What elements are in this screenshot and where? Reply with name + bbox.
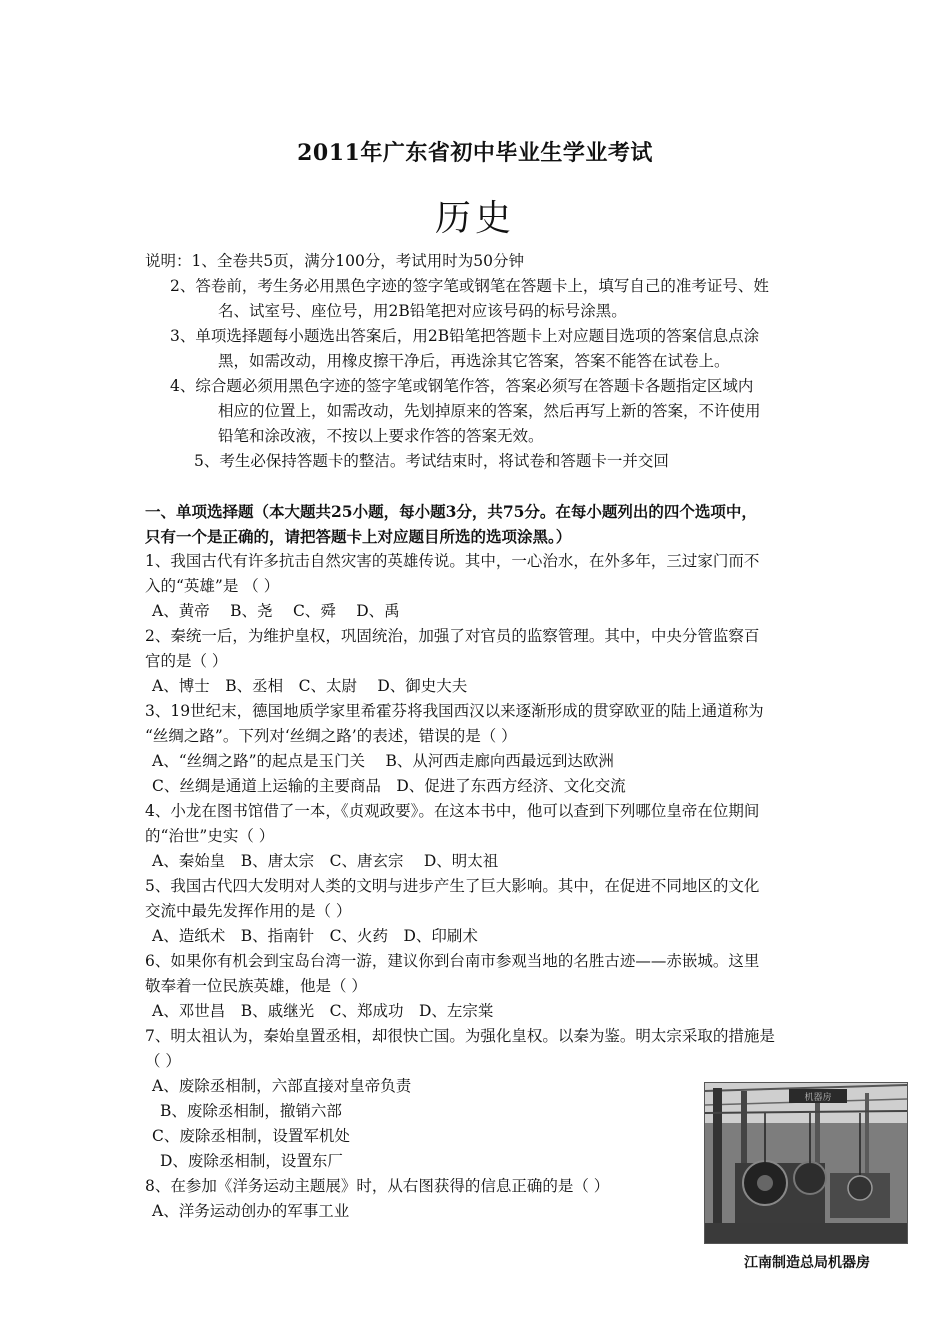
instruction-line: 4、综合题必须用黑色字迹的签字笔或钢笔作答，答案必须写在答题卡各题指定区域内 bbox=[170, 377, 754, 395]
question-text: 敬奉着一位民族英雄，他是（ ） bbox=[145, 977, 367, 995]
exam-title: 2011年广东省初中毕业生学业考试 bbox=[297, 140, 653, 166]
sign-board-text: 机器房 bbox=[804, 1093, 832, 1103]
subject-title: 历史 bbox=[434, 198, 515, 239]
question-options: A、“丝绸之路”的起点是玉门关 B、从河西走廊向西最远到达欧洲 bbox=[152, 752, 614, 770]
question-options: A、造纸术 B、指南针 C、火药 D、印刷术 bbox=[152, 927, 478, 945]
instruction-line: 2、答卷前，考生务必用黑色字迹的签字笔或钢笔在答题卡上，填写自己的准考证号、姓 bbox=[170, 277, 769, 295]
question-options: A、博士 B、丞相 C、太尉 D、御史大夫 bbox=[152, 677, 468, 695]
question-text: 入的“英雄”是 （ ） bbox=[145, 577, 280, 595]
instruction-line: 铅笔和涂改液，不按以上要求作答的答案无效。 bbox=[218, 427, 544, 445]
question-text: 交流中最先发挥作用的是（ ） bbox=[145, 902, 352, 920]
question-text: 8、在参加《洋务运动主题展》时，从右图获得的信息正确的是（ ） bbox=[145, 1177, 610, 1195]
instruction-line: 相应的位置上，如需改动，先划掉原来的答案，然后再写上新的答案，不许使用 bbox=[218, 402, 761, 420]
instruction-line: 黑，如需改动，用橡皮擦干净后，再选涂其它答案，答案不能答在试卷上。 bbox=[218, 352, 730, 370]
question-option: B、废除丞相制，撤销六部 bbox=[160, 1102, 342, 1120]
question-options: C、丝绸是通道上运输的主要商品 D、促进了东西方经济、文化交流 bbox=[152, 777, 626, 795]
question-text: 2、秦统一后，为维护皇权，巩固统治，加强了对官员的监察管理。其中，中央分管监察百 bbox=[145, 627, 760, 645]
question-option: C、废除丞相制，设置军机处 bbox=[152, 1127, 350, 1145]
instruction-line: 3、单项选择题每小题选出答案后，用2B铅笔把答题卡上对应题目选项的答案信息点涂 bbox=[170, 327, 760, 345]
section-heading: 只有一个是正确的，请把答题卡上对应题目所选的选项涂黑。） bbox=[145, 527, 572, 546]
question-text: 7、明太祖认为，秦始皇置丞相，却很快亡国。为强化皇权。以秦为鉴。明太宗采取的措施是 bbox=[145, 1027, 775, 1045]
question-text: 5、我国古代四大发明对人类的文明与进步产生了巨大影响。其中，在促进不同地区的文化 bbox=[145, 877, 760, 895]
question-options: A、邓世昌 B、戚继光 C、郑成功 D、左宗棠 bbox=[152, 1002, 494, 1020]
question-text: 6、如果你有机会到宝岛台湾一游，建议你到台南市参观当地的名胜古迹——赤嵌城。这里 bbox=[145, 952, 760, 970]
question-text: 的“治世”史实（ ） bbox=[145, 827, 275, 845]
question-options: A、黄帝 B、尧 C、舜 D、禹 bbox=[152, 602, 400, 620]
question-option: A、废除丞相制，六部直接对皇帝负责 bbox=[152, 1077, 412, 1095]
section-heading: 一、单项选择题（本大题共25小题，每小题3分，共75分。在每小题列出的四个选项中， bbox=[145, 502, 757, 521]
question-text: （ ） bbox=[145, 1052, 181, 1070]
question-option: D、废除丞相制，设置东厂 bbox=[160, 1152, 343, 1170]
instruction-line: 5、考生必保持答题卡的整洁。考试结束时，将试卷和答题卡一并交回 bbox=[194, 452, 669, 470]
question-text: 官的是（ ） bbox=[145, 652, 228, 670]
question-option: A、洋务运动创办的军事工业 bbox=[152, 1202, 350, 1220]
instruction-line: 说明：1、全卷共5页，满分100分，考试用时为50分钟 bbox=[145, 252, 525, 270]
photo-caption: 江南制造总局机器房 bbox=[744, 1255, 870, 1271]
question-text: “丝绸之路”。下列对‘丝绸之路’的表述，错误的是（ ） bbox=[145, 727, 517, 745]
question-text: 1、我国古代有许多抗击自然灾害的英雄传说。其中，一心治水，在外多年，三过家门而不 bbox=[145, 552, 760, 570]
question-text: 4、小龙在图书馆借了一本，《贞观政要》。在这本书中，他可以查到下列哪位皇帝在位期间 bbox=[145, 802, 760, 820]
machine-room-photo bbox=[704, 1082, 908, 1244]
question-text: 3、19世纪末，德国地质学家里希霍芬将我国西汉以来逐渐形成的贯穿欧亚的陆上通道称为 bbox=[145, 702, 764, 720]
instruction-line: 名、试室号、座位号，用2B铅笔把对应该号码的标号涂黑。 bbox=[218, 302, 627, 320]
machine-room-illustration bbox=[705, 1083, 907, 1243]
question-options: A、秦始皇 B、唐太宗 C、唐玄宗 D、明太祖 bbox=[152, 852, 499, 870]
